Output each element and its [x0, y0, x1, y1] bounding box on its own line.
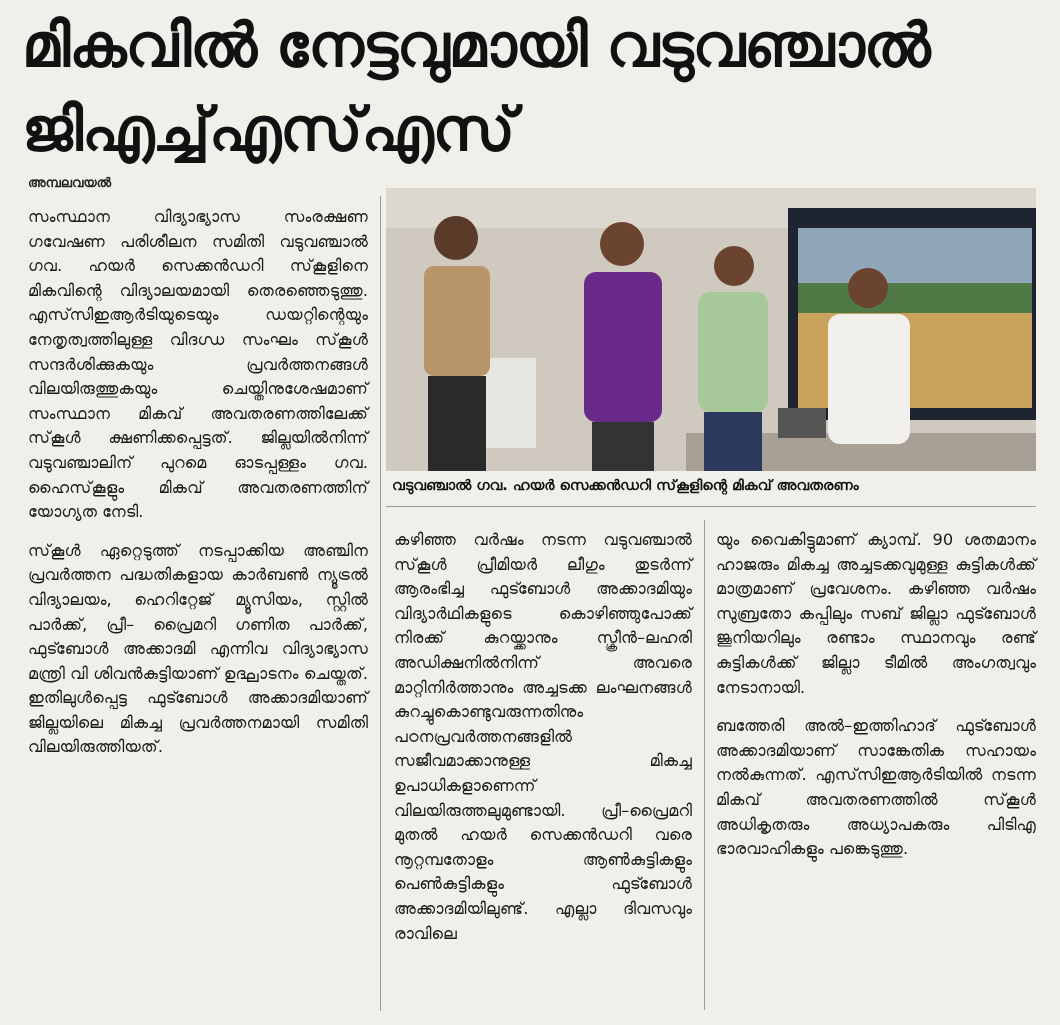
paragraph: സംസ്ഥാന വിദ്യാഭ്യാസ സംരക്ഷണ ഗവേഷണ പരിശീലന സമിതി വടുവഞ്ചാൽ ഗവ. ഹയർ സെക്കൻഡറി സ്‌കൂളിനെ മികവിന്റെ വിദ്യാലയമായി തെരഞ്ഞെടുത്തു. എസ്‌സിഇആർടിയുടെയും ഡയറ്റിന്റെയും നേതൃത്വത്തിലുള്ള വിദഗ്ധ സംഘം സ്‌കൂൾ സന്ദർശിക്കുകയും പ്രവർത്തനങ്ങൾ വിലയിരുത്തുകയും ചെയ്തിനുശേഷമാണ് സംസ്ഥാന മികവ് അവതരണത്തിലേക്ക് സ്‌കൂൾ ക്ഷണിക്കപ്പെട്ടത്. ജില്ലയിൽനിന്ന് വടുവഞ്ചാലിന് പുറമെ ഓടപ്പള്ളം ഗവ. ഹൈസ്‌കൂളും മികവ് അവതരണത്തിന് യോഗ്യത നേടി.	[28, 207, 368, 522]
paragraph: ബത്തേരി അൽ–ഇത്തിഹാദ് ഫുട്ബോൾ അക്കാദമിയാണ് സാങ്കേതിക സഹായം നൽകുന്നത്. എസ്‌സിഇആർടിയിൽ നടന്ന മികവ് അവതരണത്തിൽ സ്‌കൂൾ അധികൃതരും അധ്യാപകരും പിടിഎ ഭാരവാഹികളും പങ്കെടുത്തു.	[716, 716, 1036, 859]
news-photo	[386, 188, 1036, 471]
photo-caption: വടുവഞ്ചാൽ ഗവ. ഹയർ സെക്കൻഡറി സ്‌കൂളിന്റെ മികവ് അവതരണം	[392, 478, 859, 494]
headline-line-2: ജിഎച്ച്എസ്എസ്	[22, 95, 514, 165]
column-divider	[380, 196, 381, 1011]
caption-divider	[386, 506, 1036, 507]
photo-icon	[386, 188, 1036, 471]
paragraph: സ്‌കൂൾ ഏറ്റെടുത്ത് നടപ്പാക്കിയ അഞ്ചിന പ്രവർത്തന പദ്ധതികളായ കാർബൺ ന്യൂട്രൽ വിദ്യാലയം, ഹെറിറ്റേജ് മ്യൂസിയം, സ്റ്റിൽ പാർക്ക്, പ്രീ– പ്രൈമറി ഗണിത പാർക്ക്, ഫുട്ബോൾ അക്കാദമി എന്നിവ വിദ്യാഭ്യാസ മന്ത്രി വി ശിവൻകുട്ടിയാണ് ഉദ്ഘാടനം ചെയ്തത്. ഇതിലുൾപ്പെട്ട ഫുട്ബോൾ അക്കാദമിയാണ് ജില്ലയിലെ മികച്ച പ്രവർത്തനമായി സമിതി വിലയിരുത്തിയത്.	[28, 540, 368, 757]
article-column-1	[28, 205, 368, 774]
headline-line-1: മികവിൽ നേട്ടവുമായി വടുവഞ്ചാൽ	[22, 11, 930, 81]
paragraph: കഴിഞ്ഞ വർഷം നടന്ന വടുവഞ്ചാൽ സ്‌കൂൾ പ്രീമിയർ ലീഗും തുടർന്ന് ആരംഭിച്ച ഫുട്ബോൾ അക്കാദമിയും വിദ്യാർഥികളുടെ കൊഴിഞ്ഞുപോക്ക് നിരക്ക് കുറയ്ക്കാനും സ്ക്രീൻ–ലഹരി അഡിക്ഷനിൽനിന്ന് അവരെ മാറ്റിനിർത്താനും അച്ചടക്ക ലംഘനങ്ങൾ കുറച്ചുകൊണ്ടുവരുന്നതിനും പഠനപ്രവർത്തനങ്ങളിൽ സജീവമാക്കാനുള്ള മികച്ച ഉപാധികളാണെന്ന് വിലയിരുത്തലുമുണ്ടായി. പ്രീ–പ്രൈമറി മുതൽ ഹയർ സെക്കൻഡറി വരെ നൂറ്റമ്പതോളം ആൺകുട്ടികളും പെൺകുട്ടികളും ഫുട്ബോൾ അക്കാദമിയിലുണ്ട്. എല്ലാ ദിവസവും രാവിലെ	[394, 530, 692, 943]
column-divider	[704, 520, 705, 1010]
headline	[22, 4, 1042, 172]
article-column-2	[394, 528, 692, 960]
dateline: അമ്പലവയൽ	[28, 176, 112, 191]
article-column-3	[716, 528, 1036, 876]
paragraph: യും വൈകിട്ടുമാണ് ക്യാമ്പ്. 90 ശതമാനം ഹാജരും മികച്ച അച്ചടക്കവുമുള്ള കുട്ടികൾക്ക് മാത്രമാണ് പ്രവേശനം. കഴിഞ്ഞ വർഷം സുബ്രതോ കപ്പിലും സബ് ജില്ലാ ഫുട്ബോൾ ജൂനിയറിലും രണ്ടാം സ്ഥാനവും രണ്ട് കുട്ടികൾക്ക് ജില്ലാ ടീമിൽ അംഗത്വവും നേടാനായി.	[716, 530, 1036, 697]
